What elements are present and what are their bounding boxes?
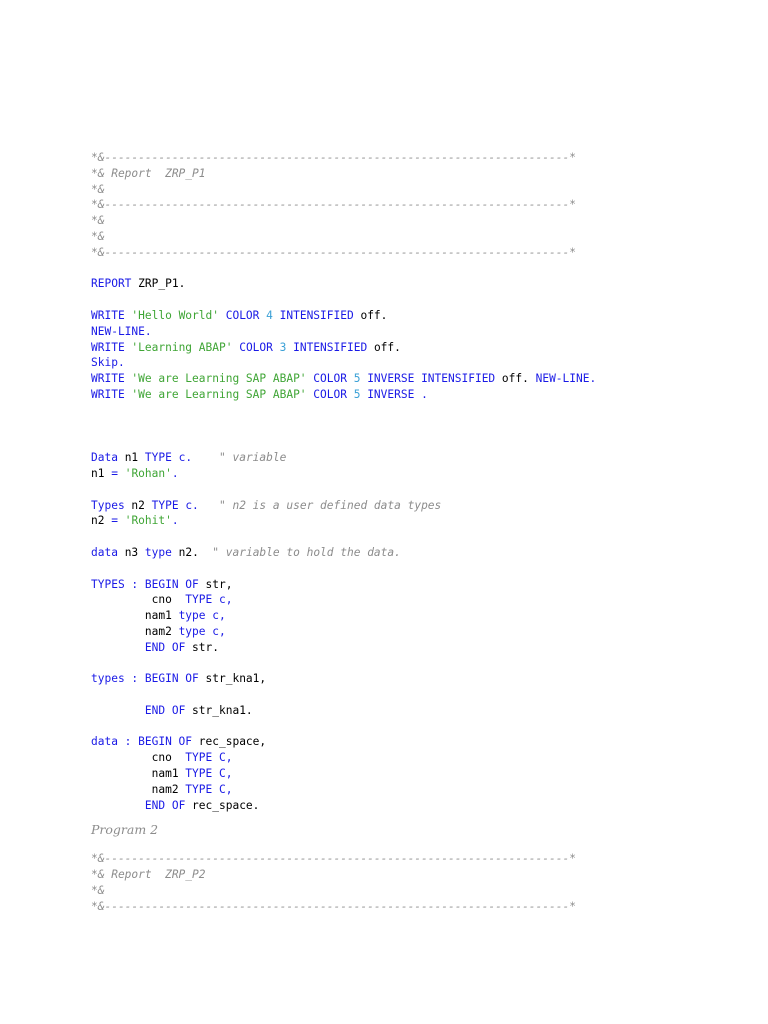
assignment <box>91 513 596 529</box>
structure-end <box>91 703 596 719</box>
keyword: Data <box>91 451 118 465</box>
keyword: Types <box>91 498 125 512</box>
write-statement <box>91 308 596 324</box>
identifier: cno <box>91 593 186 607</box>
string-literal: 'We are Learning SAP ABAP' <box>124 387 307 401</box>
keyword: NEW-LINE. <box>528 372 597 386</box>
keyword: type <box>144 545 172 559</box>
keyword: TYPE C, <box>185 751 233 765</box>
string-literal: 'Rohan' <box>117 466 172 480</box>
number-literal: 4 <box>259 308 273 322</box>
identifier: rec_space. <box>185 798 260 812</box>
comment-line: *& <box>91 214 105 228</box>
punctuation: . <box>171 466 179 480</box>
structure-field <box>91 782 596 798</box>
comment-line: *&---------------------------------------------------------------------* <box>91 852 576 866</box>
identifier: str. <box>185 640 219 654</box>
identifier: str_kna1, <box>198 672 267 686</box>
structure-end <box>91 640 596 656</box>
types-structure-begin <box>91 577 596 593</box>
string-literal: 'We are Learning SAP ABAP' <box>124 372 307 386</box>
structure-end <box>91 798 596 814</box>
identifier: nam2 <box>91 624 179 638</box>
newline-statement: NEW-LINE. <box>91 324 152 338</box>
identifier: off. <box>353 308 388 322</box>
structure-field <box>91 750 596 766</box>
comment-line: *&---------------------------------------------------------------------* <box>91 151 576 164</box>
identifier: str, <box>198 577 233 591</box>
keyword: INTENSIFIED <box>272 308 354 322</box>
structure-field <box>91 766 596 782</box>
identifier: nam1 <box>91 767 186 781</box>
keyword: . <box>414 387 428 401</box>
identifier: nam1 <box>91 609 179 623</box>
comment-line: *& <box>91 884 105 898</box>
keyword: COLOR <box>232 340 273 354</box>
keyword: data <box>91 545 118 559</box>
punctuation: . <box>171 514 179 528</box>
keyword: INVERSE <box>360 387 415 401</box>
keyword: WRITE <box>91 308 125 322</box>
report-statement <box>91 276 596 292</box>
keyword: types : BEGIN OF <box>91 672 199 686</box>
comment-line: *& <box>91 229 105 243</box>
data-declaration <box>91 545 596 561</box>
assignment <box>91 466 596 482</box>
number-literal: 5 <box>346 372 361 386</box>
number-literal: 3 <box>272 340 287 354</box>
identifier: str_kna1. <box>185 703 253 717</box>
identifier: off. <box>495 372 529 386</box>
section-label: Program 2 <box>91 822 159 838</box>
keyword: WRITE <box>91 372 125 386</box>
operator: = <box>111 466 118 480</box>
identifier: n1 <box>91 466 112 480</box>
inline-comment: " variable to hold the data. <box>198 545 401 559</box>
write-statement <box>91 340 596 356</box>
comment-line: *& Report ZRP_P2 <box>91 868 206 882</box>
code-listing <box>91 150 596 915</box>
identifier: ZRP_P1. <box>131 277 186 291</box>
data-structure-begin <box>91 734 596 750</box>
comment-line: *& <box>91 182 105 196</box>
identifier: n1 <box>117 451 145 465</box>
keyword: INVERSE INTENSIFIED <box>360 372 496 386</box>
indent <box>91 704 145 717</box>
comment-line: *&---------------------------------------------------------------------* <box>91 245 576 259</box>
data-declaration <box>91 450 596 466</box>
write-statement <box>91 371 596 387</box>
structure-field <box>91 624 596 640</box>
indent <box>91 799 145 812</box>
string-literal: 'Hello World' <box>124 308 219 322</box>
keyword: TYPE C, <box>185 782 233 796</box>
keyword: END OF <box>144 703 186 717</box>
identifier: n2 <box>124 498 152 512</box>
keyword: REPORT <box>91 277 132 291</box>
identifier: n2 <box>91 514 112 528</box>
keyword: TYPE c. <box>151 498 199 512</box>
inline-comment: " variable <box>192 451 287 465</box>
keyword: COLOR <box>306 372 347 386</box>
types-structure-begin <box>91 671 596 687</box>
identifier: n3 <box>117 545 145 559</box>
keyword: COLOR <box>218 308 260 322</box>
keyword: TYPE C, <box>185 767 233 781</box>
string-literal: 'Learning ABAP' <box>124 340 233 354</box>
comment-line: *&---------------------------------------------------------------------* <box>91 198 576 212</box>
keyword: type c, <box>178 609 226 623</box>
operator: = <box>111 514 118 528</box>
keyword: data : BEGIN OF <box>91 735 193 749</box>
comment-line: *&---------------------------------------------------------------------* <box>91 899 576 913</box>
indent <box>91 641 145 654</box>
structure-field <box>91 592 596 608</box>
identifier: rec_space, <box>192 735 267 749</box>
inline-comment: " n2 is a user defined data types <box>198 498 442 512</box>
keyword: TYPE c, <box>185 593 233 607</box>
structure-field <box>91 608 596 624</box>
keyword: WRITE <box>91 340 125 354</box>
number-literal: 5 <box>346 387 361 401</box>
types-declaration <box>91 498 596 514</box>
string-literal: 'Rohit' <box>117 514 172 528</box>
keyword: WRITE <box>91 387 125 401</box>
keyword: INTENSIFIED <box>286 340 368 354</box>
identifier: nam2 <box>91 782 186 796</box>
keyword: TYPES : BEGIN OF <box>91 577 199 591</box>
keyword: END OF <box>144 640 186 654</box>
identifier: off. <box>367 340 401 354</box>
write-statement <box>91 387 596 403</box>
keyword: END OF <box>144 798 186 812</box>
identifier: n2. <box>171 545 199 559</box>
identifier: cno <box>91 751 186 765</box>
keyword: COLOR <box>306 387 347 401</box>
skip-statement: Skip. <box>91 356 125 370</box>
keyword: TYPE c. <box>144 451 193 465</box>
comment-line: *& Report ZRP_P1 <box>91 166 206 180</box>
keyword: type c, <box>178 624 226 638</box>
